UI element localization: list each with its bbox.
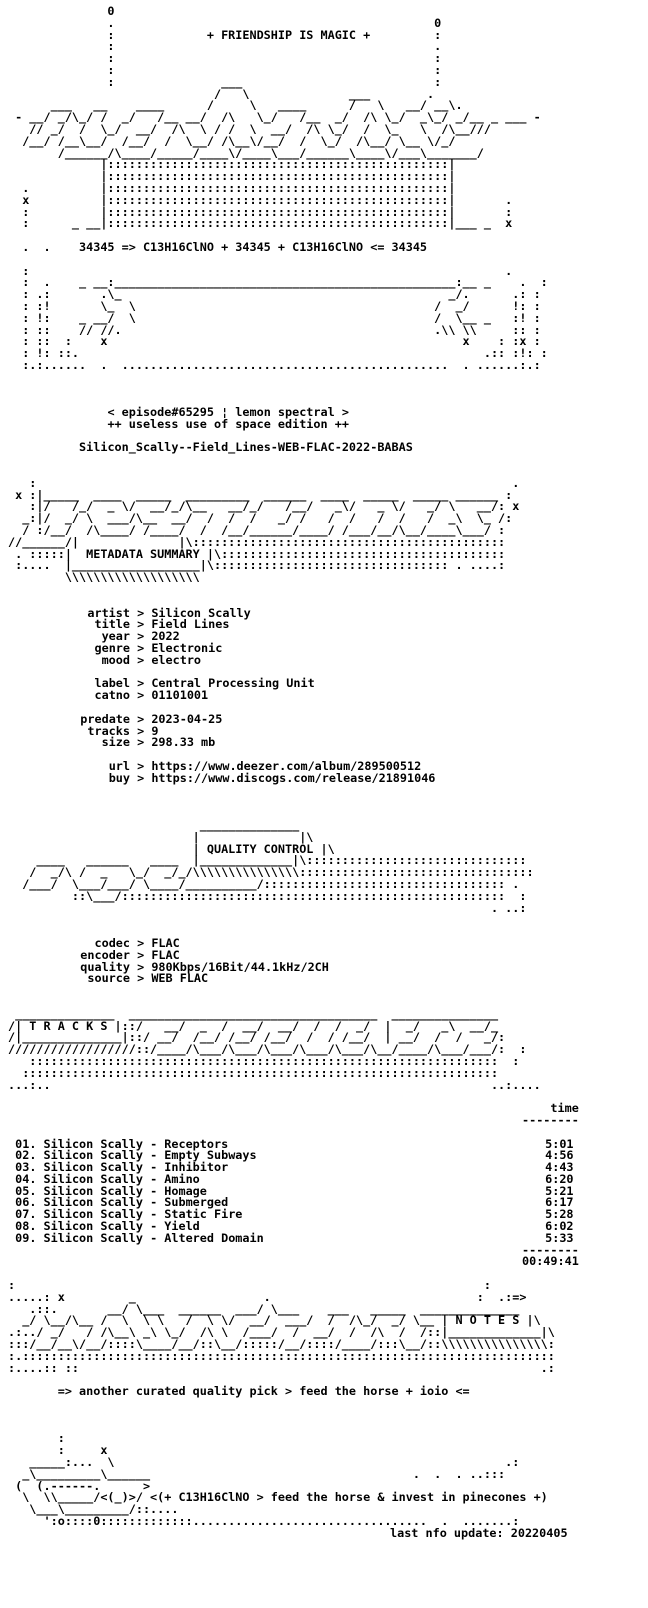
metadata-separator: > (130, 617, 152, 632)
spacer (8, 454, 579, 478)
metadata-key: buy (108, 770, 130, 785)
metadata-value: 9 (151, 723, 159, 738)
track-duration: 5:21 (545, 1183, 574, 1198)
spacer (8, 372, 579, 407)
metadata-key: url (108, 759, 130, 773)
metadata-value: Field Lines (151, 617, 230, 632)
metadata-key: label (94, 676, 130, 691)
metadata-key: predate (80, 711, 130, 726)
track-title: Silicon Scally - Submerged (43, 1195, 229, 1210)
metadata-row (8, 619, 579, 631)
metadata-separator: > (130, 711, 152, 726)
metadata-separator: > (130, 770, 152, 785)
track-title: Silicon Scally - Altered Domain (43, 1230, 264, 1245)
spacer (8, 914, 579, 938)
metadata-separator: > (130, 759, 152, 773)
track-title: Silicon Scally - Receptors (43, 1136, 229, 1151)
metadata-separator: > (130, 735, 152, 750)
metadata-row (8, 690, 579, 702)
total-rule: -------- (522, 1242, 579, 1257)
track-number: 07. (15, 1207, 37, 1222)
episode-line: < episode#65295 ¦ lemon spectral > (107, 405, 349, 420)
metadata-value: electro (151, 652, 202, 667)
metadata-separator: > (130, 676, 152, 691)
tracks-banner: ______________ ___________________________________ _______________ /| T R A C K S |::/ __/ _ / __/ __/ / / _/ | _/ _\ __/_ /|______________|::/ __/ /__/ /__/ /__/ / / /__/ | __/ / / _/: //////////////////::/____/\___/\___/\___/\___/\___/\__/____/\___/___/: : :::::::::::::::::::::::::::::::::::::::::::::::::::::::::::::::::: : ::::::::::::::::::::::::::::::::::::::::::::::::::::::::::::::::::: ...:.. ..:.... (8, 1006, 541, 1092)
metadata-summary-banner: : . x :|_____ ____ _____ _________ ______ ____ _____ _____ ______ : :|/ /_/ _ \/ __/_/\__ __/_/ /__/ _\/ _ \/ _/ \ __/: x _:|/ _/ \ ___/\__ __/ / / / _/ / / / / / / _\ \_ /: / :/__/ /\____/ /____/ / /__/______/____/ /___/__/\__/____\___/ : //______/| |\:::::::::::::::::::::::::::::::::::::::::::: . :::::| METADATA SUMMARY |\:::::::::::::::::::::::::::::::::::::::: :.... |__________________|\::::::::::::::::::::::::::::::::: . ....: \\\\\\\\\\\\\\\\\\\ (8, 475, 520, 585)
metadata-separator: > (130, 947, 152, 962)
metadata-value: Silicon Scally (151, 605, 251, 620)
metadata-separator: > (130, 652, 152, 667)
metadata-separator: > (130, 605, 152, 620)
metadata-value: 298.33 mb (151, 735, 216, 750)
spacer (8, 1398, 579, 1433)
metadata-key: quality (80, 959, 130, 974)
track-number: 04. (15, 1171, 37, 1186)
track-title: Silicon Scally - Empty Subways (43, 1148, 257, 1163)
metadata-row (8, 973, 579, 985)
metadata-value: Electronic (151, 641, 223, 656)
metadata-key: title (94, 617, 130, 632)
metadata-row (8, 737, 579, 749)
track-number: 06. (15, 1195, 37, 1210)
track-duration: 5:28 (545, 1207, 574, 1222)
track-duration: 6:20 (545, 1171, 574, 1186)
spacer (8, 584, 579, 608)
track-number: 08. (15, 1219, 37, 1234)
track-number: 09. (15, 1230, 37, 1245)
track-title: Silicon Scally - Homage (43, 1183, 207, 1198)
metadata-value: FLAC (151, 947, 180, 962)
nfo-document (8, 6, 579, 1540)
track-duration: 5:33 (545, 1230, 574, 1245)
track-row (8, 1230, 579, 1245)
track-duration: 4:56 (545, 1148, 574, 1163)
header-ascii-art-bottom: : . : . _ __:________________________________________________:__ _ . : : .: .\_ _/. .: : : :! \_ \ / _/ !: : : !: _ __/ \ / \__ _ :! : : :: // //. .\\ \\ :: : : :: : x x : :x : : !: ::. .:: :!: : :.:...... . .............................................. . ......:.: (22, 263, 548, 372)
metadata-separator: > (130, 688, 152, 703)
track-title: Silicon Scally - Yield (43, 1219, 200, 1234)
spacer (8, 1091, 579, 1103)
notes-banner: : : .....: x _ . : .:=> .::. __/ \___ ______ ___/ \___ ___ _____ ______________ _/ \__/\__ / \ \ \ / \ \/ __/ ___/ / /\_/ _/ \__ | N O T E S |\ .:../ _/ / /\__\ _\ \_/ /\ \ /___/ / __/ / /\ / /::|_____________|\ :::/__/__\/__/::::\____/__/::\__/:::::/__/::::/____/:::\__/::\\\\\\\\\\\\\\\: :.::::::::::::::::::::::::::::::::::::::::::::::::::::::::::::::::::::::::::: :....:: :: .: (8, 1278, 555, 1375)
metadata-value: 2023-04-25 (151, 711, 223, 726)
track-title: Silicon Scally - Inhibitor (43, 1160, 229, 1175)
metadata-key: source (87, 971, 130, 986)
metadata-row (8, 770, 579, 785)
metadata-separator: > (130, 641, 152, 656)
track-title: Silicon Scally - Amino (43, 1171, 200, 1186)
spacer (8, 785, 579, 820)
spacer (8, 985, 579, 1009)
release-name: Silicon_Scally--Field_Lines-WEB-FLAC-2022-BABAS (79, 440, 413, 455)
total-runtime: 00:49:41 (522, 1254, 579, 1269)
metadata-separator: > (130, 629, 152, 644)
track-number: 05. (15, 1183, 37, 1198)
header-ascii-art: 0 . 0 : + FRIENDSHIP IS MAGIC + : : . : : : : : ___ : / \ ___ . ___ __ ____ / \ ____ / \ __/ __\. - __/ _/\_/ / _/ /__ __/ /\ \_/ /__ _/ /\ \_/ _\_/ _/__ _ ___ - // _/ / \_/ __/ /\ \ / / \ __/ /\ \_/ / \_ \ /\__/// /__/ /__\__/ /__/ / \__/ /\__\/__/ / \_/ /\__/ \__ \/_/ /______/\____/_____/____\/____\___/______\____\/___\_______/ |::::::::::::::::::::::::::::::::::::::::::::::::| |::::::::::::::::::::::::::::::::::::::::::::::::| . |::::::::::::::::::::::::::::::::::::::::::::::::| x |::::::::::::::::::::::::::::::::::::::::::::::::| . : |::::::::::::::::::::::::::::::::::::::::::::::::| : : _ __|::::::::::::::::::::::::::::::::::::::::::::::::|___ _ x (15, 4, 541, 231)
metadata-value: https://www.deezer.com/album/289500512 (151, 759, 422, 773)
quality-control-banner: ______________ | |\ | QUALITY CONTROL |\ ____ ______ ____ |_____________|\::::::::::::::::::::::::::::::: / _/\ / _ \_/ _/_/\\\\\\\\\\\\\\\::::::::::::::::::::::::::::::::: /___/ \___/___/ \____/__________/:::::::::::::::::::::::::::::::::: . ::\___/:::::::::::::::::::::::::::::::::::::::::::::::::::::: : . ..: (22, 817, 534, 915)
metadata-separator: > (130, 959, 152, 974)
metadata-key: catno (94, 688, 130, 703)
metadata-row (8, 723, 579, 738)
metadata-separator: > (130, 723, 152, 738)
notes-line: => another curated quality pick > feed the horse + ioio <= (57, 1384, 470, 1399)
metadata-value: https://www.discogs.com/release/21891046 (151, 770, 436, 785)
metadata-key: size (101, 735, 130, 750)
track-duration: 5:01 (545, 1136, 574, 1151)
metadata-row (8, 652, 579, 667)
metadata-value: WEB FLAC (151, 971, 209, 986)
metadata-list (8, 605, 579, 785)
last-update-line: last nfo update: 20220405 (390, 1525, 568, 1540)
footer-ascii-art: : : x _____:... \ .: _\_________\______ . . . ..::: ( (.------. > \ \\_____/<(_)>/ <(+ C13H16ClNO > feed the horse & invest in pinecones +) \___\_________/::.... ':o::::0:::::::::::::................................. . .......: (15, 1431, 548, 1528)
metadata-key: tracks (87, 723, 130, 738)
time-column-header: time (550, 1101, 579, 1116)
metadata-value: FLAC (151, 935, 180, 950)
metadata-value: 980Kbps/16Bit/44.1kHz/2CH (151, 959, 329, 974)
metadata-separator: > (130, 971, 152, 986)
metadata-value: Central Processing Unit (151, 676, 315, 691)
metadata-key: encoder (80, 947, 130, 962)
metadata-key: year (101, 629, 130, 644)
metadata-row (8, 643, 579, 655)
track-number: 02. (15, 1148, 37, 1163)
track-duration: 6:02 (545, 1219, 574, 1234)
metadata-value: 2022 (151, 629, 180, 644)
track-list (8, 1136, 579, 1245)
metadata-key: genre (94, 641, 130, 656)
metadata-value: 01101001 (151, 688, 209, 703)
track-title: Silicon Scally - Static Fire (43, 1207, 243, 1222)
track-number: 01. (15, 1136, 37, 1151)
metadata-key: codec (94, 935, 130, 950)
track-duration: 4:43 (545, 1160, 574, 1175)
metadata-separator: > (130, 935, 152, 950)
quality-list (8, 935, 579, 986)
metadata-key: artist (87, 605, 130, 620)
metadata-key: mood (101, 652, 130, 667)
edition-line: ++ useless use of space edition ++ (107, 416, 349, 431)
time-rule: -------- (522, 1112, 579, 1127)
track-duration: 6:17 (545, 1195, 574, 1210)
track-number: 03. (15, 1160, 37, 1175)
chemical-formula-line: . . 34345 => C13H16ClNO + 34345 + C13H16ClNO <= 34345 (8, 239, 428, 254)
